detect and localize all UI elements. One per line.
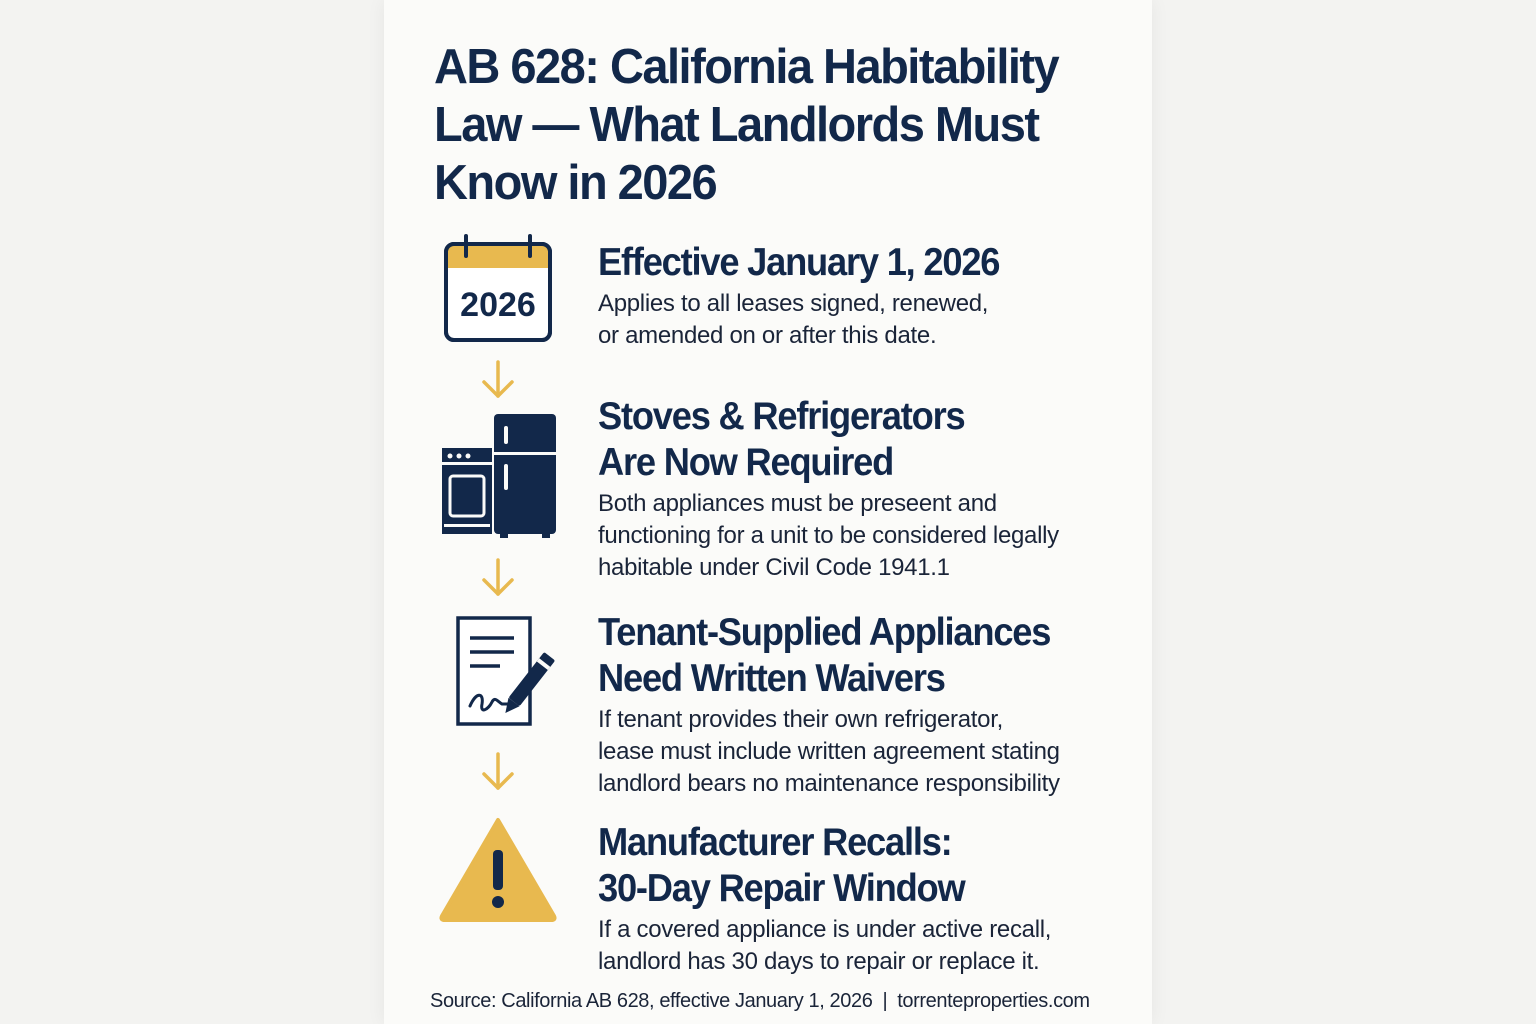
section-heading: Manufacturer Recalls: 30-Day Repair Window bbox=[598, 821, 965, 910]
section-description: If tenant provides their own refrigerator, lease must include written agreement stating landlord bears no maintenance responsibility bbox=[598, 706, 1060, 797]
section-written-waivers bbox=[598, 610, 1138, 800]
section-description: If a covered appliance is under active recall, landlord has 30 days to repair or replace it. bbox=[598, 916, 1052, 975]
footer-separator: | bbox=[882, 990, 888, 1012]
section-heading: Tenant-Supplied Appliances Need Written Waivers bbox=[598, 611, 1051, 700]
section-description: Applies to all leases signed, renewed, or amended on or after this date. bbox=[598, 290, 989, 349]
infographic-page bbox=[384, 0, 1152, 1024]
section-appliances-required bbox=[598, 394, 1138, 584]
arrow-down-icon bbox=[478, 556, 518, 600]
section-heading: Stoves & Refrigerators Are Now Required bbox=[598, 395, 965, 484]
section-effective-date bbox=[598, 240, 1138, 352]
calendar-year: 2026 bbox=[460, 286, 536, 324]
calendar-icon bbox=[442, 234, 556, 344]
warning-icon bbox=[438, 816, 558, 922]
page-title: AB 628: California Habitability Law — What Landlords Must Know in 2026 bbox=[434, 40, 1059, 210]
section-recalls bbox=[598, 820, 1138, 978]
document-signature-icon bbox=[454, 614, 558, 728]
arrow-down-icon bbox=[478, 750, 518, 794]
arrow-down-icon bbox=[478, 358, 518, 402]
stove-refrigerator-icon bbox=[440, 412, 560, 540]
source-citation: Source: California AB 628, effective January 1, 2026 bbox=[430, 990, 873, 1012]
source-footer bbox=[430, 986, 1130, 1016]
website-link[interactable]: torrenteproperties.com bbox=[897, 990, 1090, 1012]
section-description: Both appliances must be preseent and functioning for a unit to be considered legally habitable under Civil Code 1941.1 bbox=[598, 490, 1059, 581]
section-heading: Effective January 1, 2026 bbox=[598, 241, 1000, 284]
